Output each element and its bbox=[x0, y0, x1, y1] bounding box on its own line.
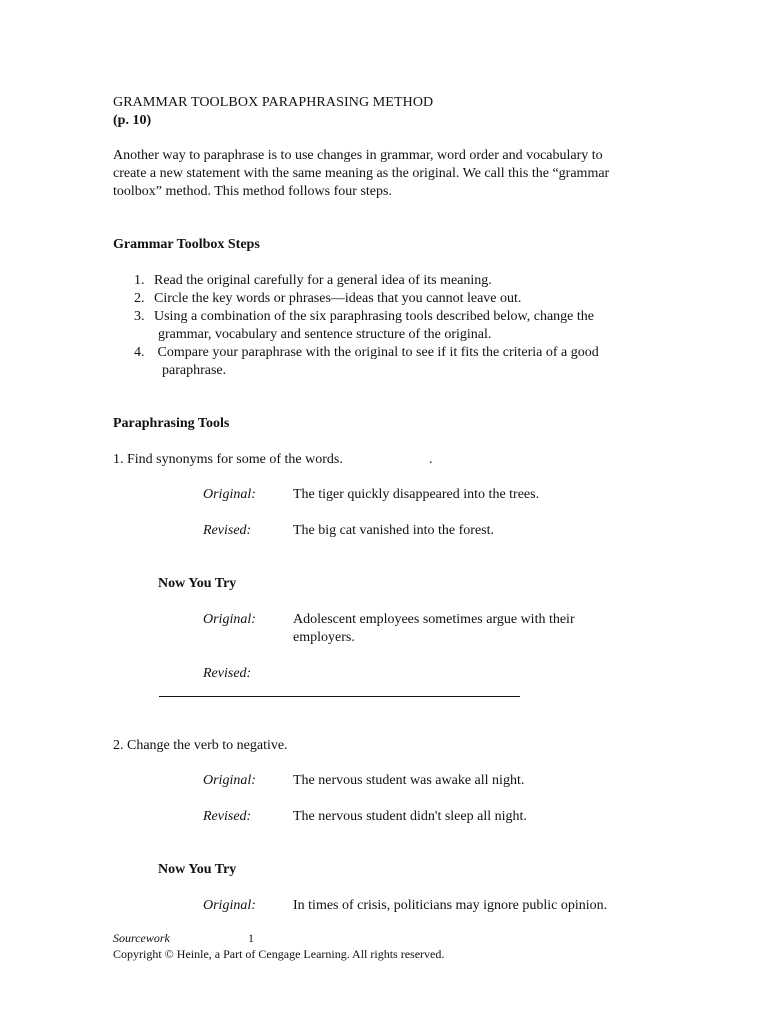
step-text: Using a combination of the six paraphrasing tools described below, change the bbox=[154, 309, 594, 324]
tools-heading: Paraphrasing Tools bbox=[113, 416, 230, 431]
revised-label: Revised: bbox=[203, 809, 252, 824]
answer-blank-line[interactable] bbox=[159, 696, 520, 697]
intro-line: create a new statement with the same meaning as the original. We call this the “grammar bbox=[113, 166, 610, 181]
step-text: Compare your paraphrase with the original to see if it fits the criteria of a good bbox=[154, 345, 599, 360]
step-text: Read the original carefully for a general idea of its meaning. bbox=[154, 273, 492, 288]
revised-text: The nervous student didn't sleep all night. bbox=[293, 809, 527, 824]
now-you-try-heading: Now You Try bbox=[158, 862, 237, 877]
revised-label: Revised: bbox=[203, 523, 252, 538]
footer-source: Sourcework bbox=[113, 931, 170, 945]
step-text: Circle the key words or phrases—ideas that you cannot leave out. bbox=[154, 291, 522, 306]
step-number: 3. bbox=[134, 309, 145, 324]
step-number: 2. bbox=[134, 291, 145, 306]
try-original-text: Adolescent employees sometimes argue with their bbox=[293, 612, 575, 627]
document-title: GRAMMAR TOOLBOX PARAPHRASING METHOD bbox=[113, 95, 434, 110]
step-continuation: grammar, vocabulary and sentence structure of the original. bbox=[158, 327, 492, 342]
try-revised-label: Revised: bbox=[203, 666, 252, 681]
step-item bbox=[134, 272, 599, 290]
try-original-text: In times of crisis, politicians may ignore public opinion. bbox=[293, 898, 608, 913]
try-original-label: Original: bbox=[203, 612, 256, 627]
try-original-label: Original: bbox=[203, 898, 256, 913]
tool-2-title: 2. Change the verb to negative. bbox=[113, 738, 288, 753]
original-text: The nervous student was awake all night. bbox=[293, 773, 525, 788]
step-number: 4. bbox=[134, 345, 145, 360]
try-original-text-cont: employers. bbox=[293, 630, 355, 645]
page-reference: (p. 10) bbox=[113, 113, 152, 128]
tool-1-title: 1. Find synonyms for some of the words. bbox=[113, 452, 343, 467]
original-label: Original: bbox=[203, 487, 256, 502]
intro-line: Another way to paraphrase is to use changes in grammar, word order and vocabulary to bbox=[113, 148, 603, 163]
footer-page-number: 1 bbox=[248, 931, 254, 945]
original-text: The tiger quickly disappeared into the trees. bbox=[293, 487, 540, 502]
intro-paragraph bbox=[113, 147, 653, 201]
step-item bbox=[134, 344, 599, 362]
step-item bbox=[134, 308, 599, 326]
intro-line: toolbox” method. This method follows four steps. bbox=[113, 184, 392, 199]
step-continuation: paraphrase. bbox=[162, 363, 227, 378]
step-item bbox=[134, 290, 599, 308]
step-number: 1. bbox=[134, 273, 145, 288]
tool-1-trailing-mark: . bbox=[429, 452, 433, 467]
steps-list bbox=[134, 272, 599, 380]
revised-text: The big cat vanished into the forest. bbox=[293, 523, 494, 538]
now-you-try-heading: Now You Try bbox=[158, 576, 237, 591]
steps-heading: Grammar Toolbox Steps bbox=[113, 237, 260, 252]
original-label: Original: bbox=[203, 773, 256, 788]
footer-copyright: Copyright © Heinle, a Part of Cengage Learning. All rights reserved. bbox=[113, 947, 445, 961]
